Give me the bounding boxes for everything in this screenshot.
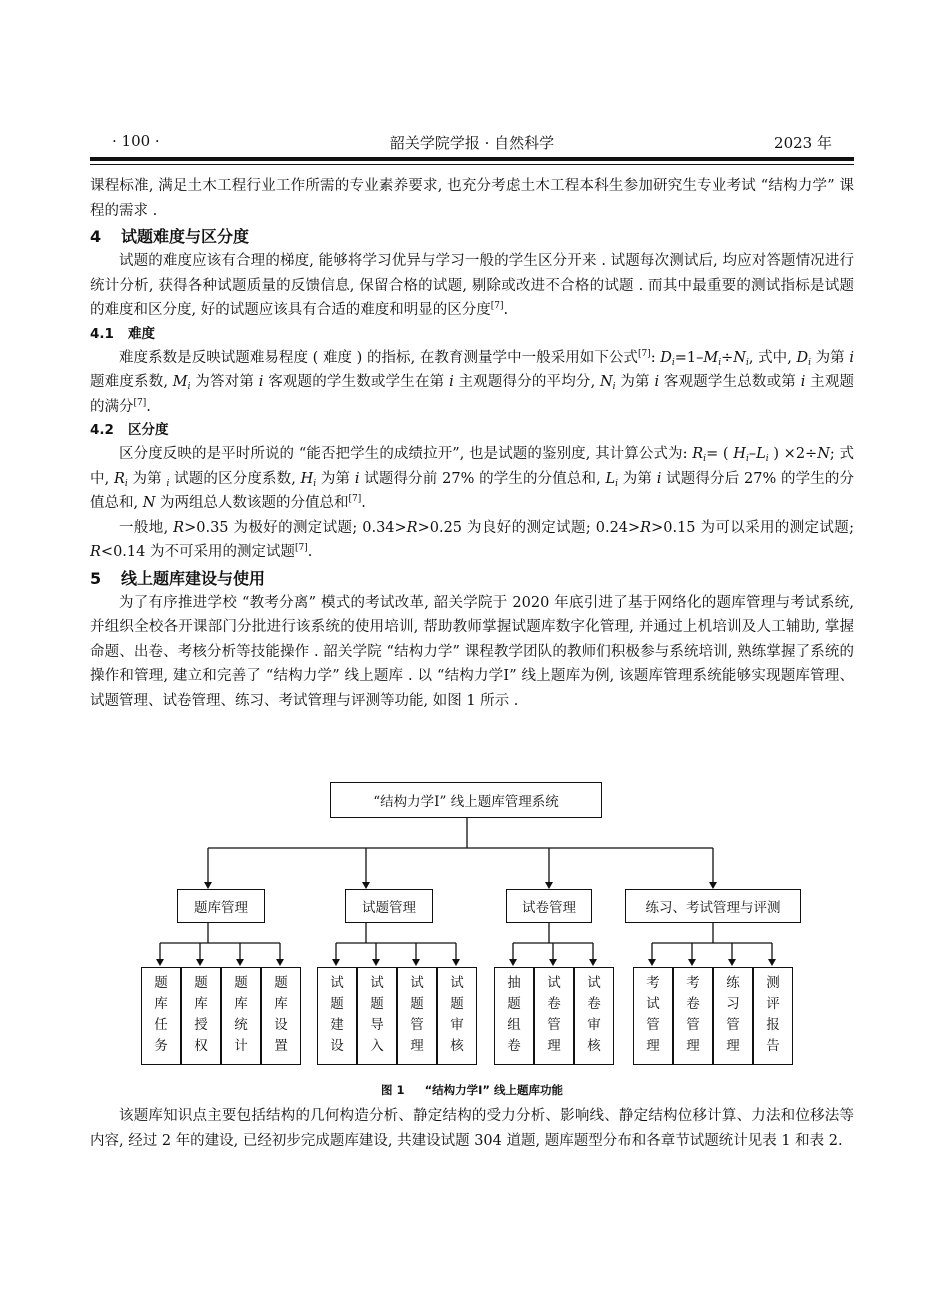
root-node: “结构力学Ⅰ” 线上题库管理系统 [330, 782, 602, 818]
section-5-paragraph: 为了有序推进学校 “教考分离” 模式的考试改革, 韶关学院于 2020 年底引进了基于网络化的题库管理与考试系统, 并组织全校各开课部门分批进行该系统的使用培训, 帮助教师掌握试题库数字化管理, 并通过上机培训及人工辅助, 掌握命题、出卷、考核分析等技能操作 . 韶关学院 “结构力学” 课程教学团队的教师们积极参与系统培训, 熟练掌握了系统的操作和管理, 建立和完善了 “结构力学” 线上题库 . 以 “结构力学Ⅰ” 线上题库为例, 该题库管理系统能够实现题库管理、试题管理、试卷管理、练习、考试管理与评测等功能, 如图 1 所示 . [90, 594, 854, 709]
header-rule-thick [90, 157, 854, 161]
figure-1 [90, 777, 854, 1102]
body-text [90, 174, 854, 713]
subsection-title: 难度 [128, 325, 155, 342]
group-node-question-management: 试题管理 [345, 889, 433, 923]
discrimination-paragraph: 区分度反映的是平时所说的 “能否把学生的成绩拉开”, 也是试题的鉴别度, 其计算公式为: $R_i=$ ( $H_i-L_i$ ) ×2÷N; 式中, $R_i$ 为第 $_i$ 试题的区分度系数, $H_i$ 为第 i 试题得分前 27% 的学生的分值总和, $L_i$ 为第 i 试题得分后 27% 的学生的分值总和, N 为两组总人数该题的分值总和[7]. [90, 446, 855, 511]
difficulty-paragraph: 难度系数是反映试题难易程度 ( 难度 ) 的指标, 在教育测量学中一般采用如下公式[7]: $D_i=1-M_i\div N_i$, 式中, $D_i$ 为第 i 题难度系数, $M_i$ 为答对第 i 客观题的学生数或学生在第 i 主观题得分的平均分, $N_i$ 为第 i 客观题学生总数或第 i 主观题的满分[7]. [90, 348, 855, 415]
leaf-node: 试 题 建 设 [317, 967, 357, 1065]
section-number: 4 [90, 227, 102, 246]
running-header [90, 132, 854, 156]
discrimination-scale-paragraph: 一般地, R>0.35 为极好的测定试题; 0.34>R>0.25 为良好的测定试题; 0.24>R>0.15 为可以采用的测定试题; R<0.14 为不可采用的测定试题[7]. [90, 519, 854, 560]
caption-text: “结构力学Ⅰ” 线上题库功能 [424, 1083, 563, 1097]
leaf-node: 试 卷 管 理 [534, 967, 574, 1065]
leaf-node: 题 库 统 计 [221, 967, 261, 1065]
subsection-4-1-heading [90, 323, 854, 346]
leaf-node: 抽 题 组 卷 [494, 967, 534, 1065]
leaf-node: 题 库 设 置 [261, 967, 301, 1065]
leaf-node: 试 题 审 核 [437, 967, 477, 1065]
header-rule-thin [90, 164, 854, 165]
section-4-heading [90, 225, 854, 249]
citation: [7] [133, 397, 147, 408]
section-number: 5 [90, 568, 102, 588]
leaf-node: 试 卷 审 核 [574, 967, 614, 1065]
figure-caption [90, 1082, 854, 1098]
leaf-node: 试 题 导 入 [357, 967, 397, 1065]
section-4-paragraph: 试题的难度应该有合理的梯度, 能够将学习优异与学习一般的学生区分开来 . 试题每次测试后, 均应对答题情况进行统计分析, 获得各种试题质量的反馈信息, 保留合格的试题, 剔除或改进不合格的试题 . 而其中最重要的测试指标是试题的难度和区分度, 好的试题应该具有合适的难度和明显的区分度[7]. [90, 253, 854, 318]
subsection-title: 区分度 [128, 422, 169, 438]
subsection-4-2-heading [90, 419, 854, 442]
group-node-paper-management: 试卷管理 [506, 889, 592, 923]
section-title: 线上题库建设与使用 [121, 568, 266, 588]
citation: [7] [294, 543, 308, 553]
leaf-node: 考 卷 管 理 [673, 967, 713, 1065]
caption-label: 图 1 [381, 1083, 405, 1097]
journal-title: 韶关学院学报 · 自然科学 [389, 134, 555, 152]
closing-paragraph: 该题库知识点主要包括结构的几何构造分析、静定结构的受力分析、影响线、静定结构位移计算、力法和位移法等内容, 经过 2 年的建设, 已经初步完成题库建设, 共建设试题 304 道题, 题库题型分布和各章节试题统计见表 1 和表 2. [90, 1108, 854, 1149]
closing-text [90, 1104, 854, 1153]
leaf-node: 题 库 任 务 [141, 967, 181, 1065]
page-number: · 100 · [112, 132, 160, 150]
group-node-question-bank: 题库管理 [177, 889, 265, 923]
citation: [7] [637, 348, 651, 359]
group-node-exam-evaluation: 练习、考试管理与评测 [625, 889, 801, 923]
leaf-node: 试 题 管 理 [397, 967, 437, 1065]
citation: [7] [348, 494, 362, 504]
publication-year: 2023 年 [774, 134, 832, 152]
leaf-node: 考 试 管 理 [633, 967, 673, 1065]
leaf-node: 题 库 授 权 [181, 967, 221, 1065]
subsection-number: 4.1 [90, 325, 114, 342]
citation: [7] [490, 301, 504, 311]
section-title: 试题难度与区分度 [121, 227, 250, 246]
section-5-heading [90, 567, 854, 591]
subsection-number: 4.2 [90, 422, 114, 438]
intro-paragraph: 课程标准, 满足土木工程行业工作所需的专业素养要求, 也充分考虑土木工程本科生参加研究生专业考试 “结构力学” 课程的需求 . [90, 178, 854, 219]
leaf-node: 测 评 报 告 [753, 967, 793, 1065]
leaf-node: 练 习 管 理 [713, 967, 753, 1065]
